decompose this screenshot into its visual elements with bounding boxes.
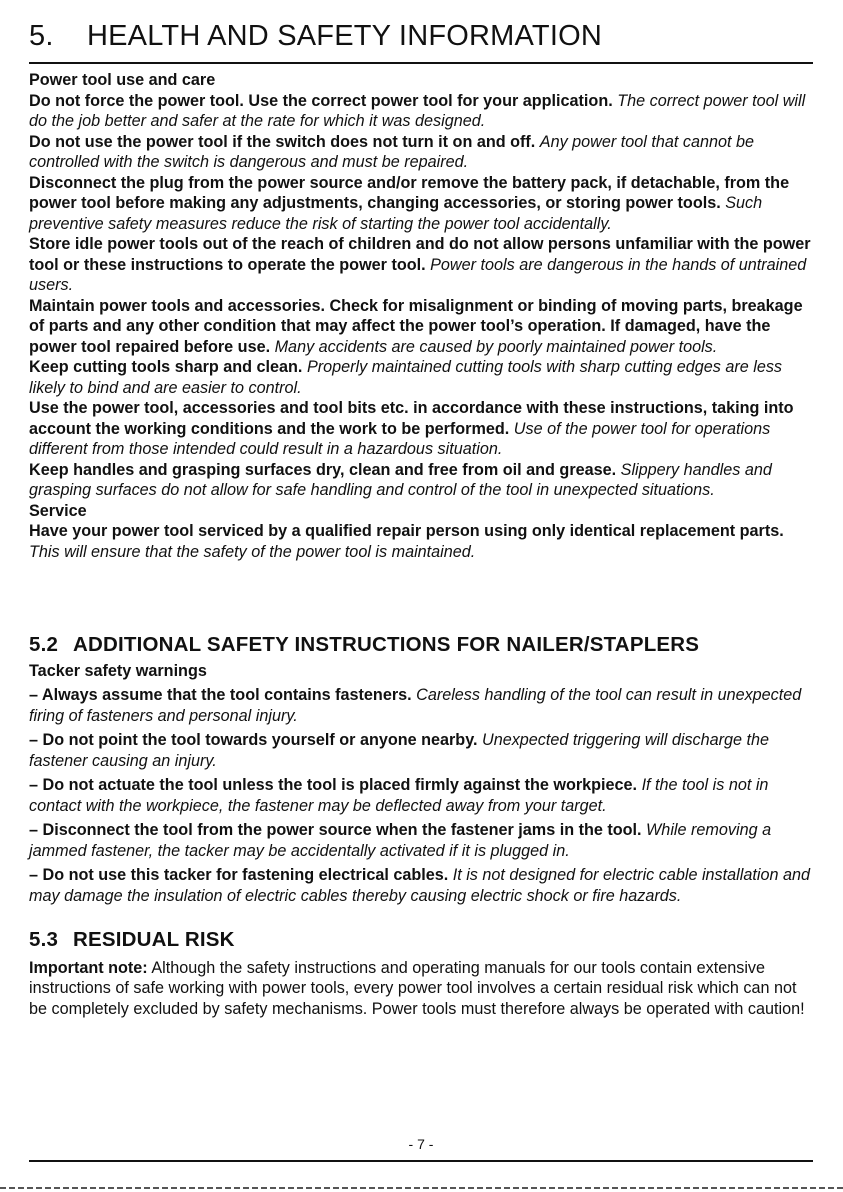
page-number: - 7 - bbox=[408, 1136, 434, 1152]
paragraph-bold: Use the power tool, accessories and tool bits etc. in accordance with these instructions, taking into account the working conditions and the work to be performed. bbox=[29, 399, 794, 438]
section-number: 5. bbox=[29, 20, 54, 52]
paragraph-italic: Slippery handles and grasping surfaces do not allow for safe handling and control of the tool in unexpected situations. bbox=[29, 460, 772, 499]
paragraph bbox=[29, 234, 813, 296]
residual-risk-section bbox=[29, 930, 813, 1019]
paragraph-italic: Such preventive safety measures reduce the risk of starting the power tool accidentally. bbox=[29, 194, 763, 233]
important-note bbox=[29, 958, 813, 1020]
warning-item bbox=[29, 820, 813, 861]
note-text: Although the safety instructions and operating manuals for our tools contain extensive instructions of safe working with power tools, every power tool involves a certain residual risk which can not be completely excluded by safety mechanisms. Power tools must therefore always be operated with caution! bbox=[29, 958, 805, 1018]
paragraph bbox=[29, 460, 813, 501]
paragraph bbox=[29, 132, 813, 173]
warning-item bbox=[29, 865, 813, 906]
subheading-tacker-warnings: Tacker safety warnings bbox=[29, 661, 207, 680]
paragraph-bold: Do not use the power tool if the switch does not turn it on and off. bbox=[29, 132, 536, 151]
subheading-power-tool-use: Power tool use and care bbox=[29, 71, 216, 89]
paragraph-italic: Use of the power tool for operations different from those intended could result in a hazardous situation. bbox=[29, 419, 771, 458]
paragraph bbox=[29, 173, 813, 235]
subsection-title: RESIDUAL RISK bbox=[73, 928, 235, 951]
paragraph bbox=[29, 357, 813, 398]
paragraph-italic: The correct power tool will do the job better and safer at the rate for which it was designed. bbox=[29, 91, 806, 130]
paragraph-bold: Have your power tool serviced by a qualified repair person using only identical replacement parts. bbox=[29, 522, 784, 540]
warning-bold: – Do not use this tacker for fastening electrical cables. bbox=[29, 866, 449, 884]
paragraph-bold: Maintain power tools and accessories. Check for misalignment or binding of moving parts, breakage of parts and any other condition that may affect the power tool’s operation. If damaged, have the power tool repaired before use. bbox=[29, 296, 803, 356]
dotted-edge-line bbox=[0, 1187, 843, 1189]
subsection-number: 5.2 bbox=[29, 633, 59, 656]
warning-italic: While removing a jammed fastener, the tacker may be accidentally activated if it is plugged in. bbox=[29, 821, 772, 860]
paragraph-italic: Any power tool that cannot be controlled with the switch is dangerous and must be repaired. bbox=[29, 132, 754, 171]
warning-bold: – Do not actuate the tool unless the tool is placed firmly against the workpiece. bbox=[29, 776, 638, 794]
warning-item bbox=[29, 730, 813, 771]
warning-bold: – Always assume that the tool contains fasteners. bbox=[29, 686, 412, 704]
subsection-heading bbox=[29, 635, 813, 656]
paragraph-italic: Power tools are dangerous in the hands of untrained users. bbox=[29, 255, 807, 294]
warning-item bbox=[29, 685, 813, 726]
subsection-title: ADDITIONAL SAFETY INSTRUCTIONS FOR NAILER/STAPLERS bbox=[73, 633, 700, 656]
section-heading bbox=[29, 20, 602, 53]
power-tool-use-section bbox=[29, 70, 813, 562]
warning-bold: – Do not point the tool towards yourself or anyone nearby. bbox=[29, 731, 478, 749]
subsection-number: 5.3 bbox=[29, 928, 59, 951]
paragraph-bold: Store idle power tools out of the reach of children and do not allow persons unfamiliar with the power tool or these instructions to operate the power tool. bbox=[29, 235, 811, 274]
nailer-stapler-section bbox=[29, 635, 813, 910]
note-label: Important note: bbox=[29, 958, 148, 977]
warning-italic: It is not designed for electric cable installation and may damage the insulation of electric cables thereby causing electric shock or fire hazards. bbox=[29, 866, 810, 905]
warning-italic: Careless handling of the tool can result in unexpected firing of fasteners and personal injury. bbox=[29, 686, 802, 725]
paragraph bbox=[29, 398, 813, 460]
top-rule bbox=[29, 62, 813, 64]
paragraph bbox=[29, 521, 813, 562]
paragraph-italic: This will ensure that the safety of the power tool is maintained. bbox=[29, 542, 476, 561]
warning-italic: Unexpected triggering will discharge the fastener causing an injury. bbox=[29, 731, 770, 770]
warning-italic: If the tool is not in contact with the workpiece, the fastener may be deflected away from your target. bbox=[29, 776, 769, 815]
warning-bold: – Disconnect the tool from the power source when the fastener jams in the tool. bbox=[29, 821, 642, 839]
subsection-heading bbox=[29, 930, 813, 951]
paragraph-bold: Disconnect the plug from the power source and/or remove the battery pack, if detachable, from the power tool before making any adjustments, changing accessories, or storing power tools. bbox=[29, 173, 790, 212]
subheading-service: Service bbox=[29, 501, 87, 520]
paragraph-italic: Many accidents are caused by poorly maintained power tools. bbox=[274, 337, 718, 356]
paragraph bbox=[29, 91, 813, 132]
bottom-rule bbox=[29, 1160, 813, 1162]
paragraph-bold: Keep cutting tools sharp and clean. bbox=[29, 358, 303, 376]
paragraph-italic: Properly maintained cutting tools with sharp cutting edges are less likely to bind and are easier to control. bbox=[29, 358, 783, 397]
paragraph bbox=[29, 296, 813, 358]
paragraph-bold: Do not force the power tool. Use the correct power tool for your application. bbox=[29, 91, 613, 110]
paragraph-bold: Keep handles and grasping surfaces dry, clean and free from oil and grease. bbox=[29, 460, 617, 479]
section-title: HEALTH AND SAFETY INFORMATION bbox=[87, 20, 602, 52]
warning-item bbox=[29, 775, 813, 816]
